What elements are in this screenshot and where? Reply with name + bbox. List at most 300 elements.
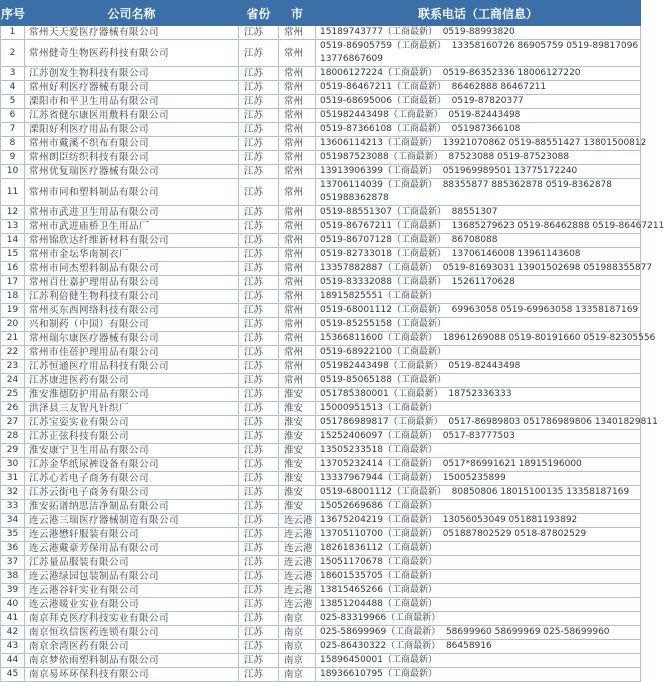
phone-line: 0519-86467211（工商最新） 86462888 86467211 xyxy=(320,82,547,92)
city-cell: 南京 xyxy=(279,626,316,640)
phone-cell xyxy=(316,137,647,151)
row-number-cell: 43 xyxy=(1,640,25,654)
company-name-cell: 连云港三瑞医疗器械制造有限公司 xyxy=(25,514,239,528)
company-name-cell: 常州瑞尔康医疗器械有限公司 xyxy=(25,332,239,346)
phone-cell xyxy=(316,95,641,109)
city-cell: 常州 xyxy=(279,151,316,165)
phone-cell xyxy=(316,276,641,290)
table-row xyxy=(1,514,641,528)
table-row xyxy=(1,444,641,458)
phone-cell xyxy=(316,570,641,584)
province-cell: 江苏 xyxy=(239,626,279,640)
phone-cell xyxy=(316,290,641,304)
phone-line: 13851204488（工商最新） xyxy=(320,599,437,609)
phone-cell xyxy=(316,67,641,81)
table-row xyxy=(1,668,641,682)
city-cell: 淮安 xyxy=(279,486,316,500)
table-row xyxy=(1,248,641,262)
phone-line: 0519-86905759（工商最新） 13358160726 86905759 0519-89817096 xyxy=(320,41,639,51)
company-name-cell: 江苏量品服装有限公司 xyxy=(25,556,239,570)
phone-cell xyxy=(316,402,641,416)
province-cell: 江苏 xyxy=(239,220,279,234)
company-name-cell: 淮安康宁卫生用品有限公司 xyxy=(25,444,239,458)
company-name-cell: 常州优复瑞医疗器械有限公司 xyxy=(25,165,239,179)
table-row xyxy=(1,472,641,486)
row-number-cell: 13 xyxy=(1,220,25,234)
city-cell: 连云港 xyxy=(279,570,316,584)
row-number-cell: 37 xyxy=(1,556,25,570)
city-cell: 连云港 xyxy=(279,542,316,556)
table-row xyxy=(1,612,641,626)
province-cell: 江苏 xyxy=(239,500,279,514)
city-cell: 常州 xyxy=(279,262,316,276)
row-number-cell: 11 xyxy=(1,179,25,206)
row-number-cell: 16 xyxy=(1,262,25,276)
city-cell: 淮安 xyxy=(279,430,316,444)
table-row xyxy=(1,584,641,598)
row-number-cell: 10 xyxy=(1,165,25,179)
phone-cell xyxy=(316,332,656,346)
phone-cell xyxy=(316,472,641,486)
phone-line: 051785380001（工商最新） 18752336333 xyxy=(320,389,512,399)
phone-cell xyxy=(316,500,641,514)
phone-cell xyxy=(316,26,641,40)
phone-cell xyxy=(316,304,641,318)
phone-line: 15896450001（工商最新） xyxy=(320,655,437,665)
table-row xyxy=(1,528,641,542)
city-cell: 淮安 xyxy=(279,444,316,458)
table-row xyxy=(1,151,641,165)
phone-cell xyxy=(316,318,641,332)
city-cell: 连云港 xyxy=(279,598,316,612)
table-row xyxy=(1,179,641,206)
row-number-cell: 22 xyxy=(1,346,25,360)
phone-cell xyxy=(316,458,641,472)
province-cell: 江苏 xyxy=(239,570,279,584)
city-cell: 连云港 xyxy=(279,584,316,598)
province-cell: 江苏 xyxy=(239,374,279,388)
row-number-cell: 36 xyxy=(1,542,25,556)
province-cell: 江苏 xyxy=(239,40,279,67)
city-cell: 常州 xyxy=(279,95,316,109)
row-number-cell: 26 xyxy=(1,402,25,416)
city-cell: 常州 xyxy=(279,26,316,40)
province-cell: 江苏 xyxy=(239,137,279,151)
table-row xyxy=(1,388,641,402)
row-number-cell: 34 xyxy=(1,514,25,528)
phone-cell xyxy=(316,640,641,654)
row-number-cell: 23 xyxy=(1,360,25,374)
province-cell: 江苏 xyxy=(239,276,279,290)
city-cell: 南京 xyxy=(279,654,316,668)
province-cell: 江苏 xyxy=(239,290,279,304)
table-row xyxy=(1,290,641,304)
table-row xyxy=(1,206,641,220)
phone-line: 13505233518（工商最新） xyxy=(320,445,437,455)
company-name-cell: 淮安拓谱纳思洁净制品有限公司 xyxy=(25,500,239,514)
company-name-cell: 淮安淮德防护用品有限公司 xyxy=(25,388,239,402)
row-number-cell: 19 xyxy=(1,304,25,318)
phone-cell xyxy=(316,248,641,262)
phone-line: 0519-68001112（工商最新） 69963058 0519-69963058 13358187169 xyxy=(320,305,639,315)
company-name-cell: 洪泽县三友智凡针织厂 xyxy=(25,402,239,416)
city-cell: 淮安 xyxy=(279,458,316,472)
column-header-city: 市 xyxy=(279,1,316,26)
table-row xyxy=(1,109,641,123)
city-cell: 常州 xyxy=(279,81,316,95)
phone-line: 051988362878 xyxy=(320,193,389,203)
company-name-cell: 常州市同和塑料制品有限公司 xyxy=(25,179,239,206)
province-cell: 江苏 xyxy=(239,151,279,165)
province-cell: 江苏 xyxy=(239,123,279,137)
row-number-cell: 33 xyxy=(1,500,25,514)
table-row xyxy=(1,486,641,500)
province-cell: 江苏 xyxy=(239,262,279,276)
city-cell: 淮安 xyxy=(279,402,316,416)
city-cell: 南京 xyxy=(279,640,316,654)
province-cell: 江苏 xyxy=(239,402,279,416)
company-name-cell: 江苏云街电子商务有限公司 xyxy=(25,486,239,500)
row-number-cell: 29 xyxy=(1,444,25,458)
city-cell: 常州 xyxy=(279,290,316,304)
province-cell: 江苏 xyxy=(239,346,279,360)
province-cell: 江苏 xyxy=(239,179,279,206)
company-name-cell: 常州市金坛华南制衣厂 xyxy=(25,248,239,262)
phone-cell xyxy=(316,416,658,430)
phone-line: 0519-85065188（工商最新） xyxy=(320,375,446,385)
phone-cell xyxy=(316,444,641,458)
province-cell: 江苏 xyxy=(239,304,279,318)
phone-cell xyxy=(316,220,664,234)
table-row xyxy=(1,220,641,234)
city-cell: 常州 xyxy=(279,276,316,290)
phone-line: 051982443498（工商最新） 0519-82443498 xyxy=(320,110,521,120)
company-name-cell: 溧阳好利医疗用品有限公司 xyxy=(25,123,239,137)
row-number-cell: 14 xyxy=(1,234,25,248)
table-row xyxy=(1,304,641,318)
row-number-cell: 7 xyxy=(1,123,25,137)
table-row xyxy=(1,640,641,654)
province-cell: 江苏 xyxy=(239,584,279,598)
company-name-cell: 常州健奇生物医药科技有限公司 xyxy=(25,40,239,67)
row-number-cell: 28 xyxy=(1,430,25,444)
phone-cell xyxy=(316,165,641,179)
table-row xyxy=(1,81,641,95)
phone-line: 0519-82733018（工商最新） 13706146008 13961143608 xyxy=(320,249,581,259)
table-row xyxy=(1,67,641,81)
phone-cell xyxy=(316,430,641,444)
city-cell: 常州 xyxy=(279,346,316,360)
company-name-cell: 常州市戴溪不织布有限公司 xyxy=(25,137,239,151)
province-cell: 江苏 xyxy=(239,206,279,220)
city-cell: 常州 xyxy=(279,179,316,206)
phone-line: 15051170678（工商最新） xyxy=(320,557,437,567)
phone-line: 18006127224（工商最新） 0519-86352336 18006127220 xyxy=(320,68,581,78)
province-cell: 江苏 xyxy=(239,95,279,109)
company-name-cell: 常州市同杰塑料制品有限公司 xyxy=(25,262,239,276)
table-row xyxy=(1,430,641,444)
company-name-cell: 江苏宝姿实业有限公司 xyxy=(25,416,239,430)
row-number-cell: 6 xyxy=(1,109,25,123)
row-number-cell: 32 xyxy=(1,486,25,500)
table-row xyxy=(1,234,641,248)
row-number-cell: 24 xyxy=(1,374,25,388)
table-row xyxy=(1,416,641,430)
province-cell: 江苏 xyxy=(239,430,279,444)
row-number-cell: 41 xyxy=(1,612,25,626)
phone-cell xyxy=(316,179,641,206)
phone-line: 13606114213（工商最新） 13921070862 0519-88551427 13801500812 xyxy=(320,138,647,148)
company-name-cell: 常州市佳蓓护理用品有限公司 xyxy=(25,346,239,360)
province-cell: 江苏 xyxy=(239,318,279,332)
company-name-cell: 常州天天爱医疗器械有限公司 xyxy=(25,26,239,40)
table-row xyxy=(1,165,641,179)
phone-cell xyxy=(316,528,641,542)
province-cell: 江苏 xyxy=(239,654,279,668)
phone-line: 18261836112（工商最新） xyxy=(320,543,437,553)
company-name-cell: 南京拜克医疗科技实业有限公司 xyxy=(25,612,239,626)
company-name-cell: 江苏心若电子商务有限公司 xyxy=(25,472,239,486)
company-name-cell: 常州市武进庙桥卫生用品厂 xyxy=(25,220,239,234)
province-cell: 江苏 xyxy=(239,360,279,374)
row-number-cell: 12 xyxy=(1,206,25,220)
phone-line: 13337967944（工商最新） 15005235899 xyxy=(320,473,506,483)
phone-line: 15000951513（工商最新） xyxy=(320,403,437,413)
company-name-cell: 连云港戴豪芳保用品有限公司 xyxy=(25,542,239,556)
city-cell: 常州 xyxy=(279,109,316,123)
company-name-cell: 常州好利医疗器械有限公司 xyxy=(25,81,239,95)
table-row xyxy=(1,346,641,360)
phone-line: 025-58699969（工商最新） 58699960 58699969 025-58699960 xyxy=(320,627,610,637)
table-row xyxy=(1,40,641,67)
phone-line: 13706114039（工商最新） 88355877 885362878 0519-8362878 xyxy=(320,180,613,190)
row-number-cell: 42 xyxy=(1,626,25,640)
row-number-cell: 35 xyxy=(1,528,25,542)
city-cell: 常州 xyxy=(279,67,316,81)
phone-line: 0519-88551307（工商最新） 88551307 xyxy=(320,207,498,217)
phone-line: 13776867609 xyxy=(320,54,383,64)
phone-line: 15052669686（工商最新） xyxy=(320,501,437,511)
row-number-cell: 4 xyxy=(1,81,25,95)
company-name-cell: 溧阳市和平卫生用品有限公司 xyxy=(25,95,239,109)
phone-cell xyxy=(316,262,653,276)
company-name-cell: 江苏恒通医疗用品科技有限公司 xyxy=(25,360,239,374)
province-cell: 江苏 xyxy=(239,458,279,472)
phone-line: 13913906399（工商最新） 051969989501 13775172240 xyxy=(320,166,578,176)
company-name-cell: 常州百仕嘉护理用品有限公司 xyxy=(25,276,239,290)
company-name-cell: 常州买东西网络科技有限公司 xyxy=(25,304,239,318)
province-cell: 江苏 xyxy=(239,514,279,528)
row-number-cell: 18 xyxy=(1,290,25,304)
phone-line: 15366811600（工商最新） 18961269088 0519-80191660 0519-82305556 xyxy=(320,333,656,343)
phone-line: 0519-83332088（工商最新） 15261170628 xyxy=(320,277,515,287)
city-cell: 常州 xyxy=(279,248,316,262)
city-cell: 连云港 xyxy=(279,556,316,570)
phone-cell xyxy=(316,514,641,528)
city-cell: 常州 xyxy=(279,332,316,346)
company-name-cell: 江苏金华纸尿裤设备有限公司 xyxy=(25,458,239,472)
phone-line: 13675204219（工商最新） 13056053049 051881193892 xyxy=(320,515,578,525)
company-name-cell: 常州朗臣纺织科技有限公司 xyxy=(25,151,239,165)
city-cell: 淮安 xyxy=(279,416,316,430)
row-number-cell: 8 xyxy=(1,137,25,151)
table-row xyxy=(1,402,641,416)
city-cell: 常州 xyxy=(279,374,316,388)
phone-line: 0519-68695006（工商最新） 0519-87820377 xyxy=(320,96,524,106)
company-name-cell: 江苏利倍健生物科技有限公司 xyxy=(25,290,239,304)
table-row xyxy=(1,626,641,640)
column-header-no: 序号 xyxy=(1,1,25,26)
phone-line: 15252406097（工商最新） 0517-83777503 xyxy=(320,431,515,441)
row-number-cell: 21 xyxy=(1,332,25,346)
row-number-cell: 39 xyxy=(1,584,25,598)
province-cell: 江苏 xyxy=(239,528,279,542)
phone-cell xyxy=(316,374,641,388)
city-cell: 常州 xyxy=(279,40,316,67)
company-name-cell: 连云港暖业实业有限公司 xyxy=(25,598,239,612)
phone-cell xyxy=(316,556,641,570)
city-cell: 南京 xyxy=(279,612,316,626)
province-cell: 江苏 xyxy=(239,165,279,179)
phone-cell xyxy=(316,584,641,598)
province-cell: 江苏 xyxy=(239,640,279,654)
column-header-company-name: 公司名称 xyxy=(25,1,239,26)
table-row xyxy=(1,318,641,332)
phone-line: 13705232414（工商最新） 0517*86991621 18915196000 xyxy=(320,459,582,469)
city-cell: 常州 xyxy=(279,137,316,151)
company-name-cell: 连云港谷轩实业有限公司 xyxy=(25,584,239,598)
phone-line: 0519-68001112（工商最新） 80850806 18015100135 13358187169 xyxy=(320,487,630,497)
phone-line: 051987523088（工商最新） 87523088 0519-87523088 xyxy=(320,152,570,162)
company-name-cell: 兴和制药（中国）有限公司 xyxy=(25,318,239,332)
phone-cell xyxy=(316,360,641,374)
table-row xyxy=(1,332,641,346)
table-row xyxy=(1,137,641,151)
province-cell: 江苏 xyxy=(239,109,279,123)
phone-line: 13705110700（工商最新） 051887802529 0518-87802529 xyxy=(320,529,587,539)
row-number-cell: 38 xyxy=(1,570,25,584)
table-row xyxy=(1,542,641,556)
province-cell: 江苏 xyxy=(239,556,279,570)
city-cell: 常州 xyxy=(279,123,316,137)
city-cell: 常州 xyxy=(279,318,316,332)
province-cell: 江苏 xyxy=(239,81,279,95)
city-cell: 常州 xyxy=(279,220,316,234)
header-row xyxy=(1,1,641,26)
city-cell: 常州 xyxy=(279,206,316,220)
phone-cell xyxy=(316,123,641,137)
phone-line: 18936610795（工商最新） xyxy=(320,669,437,679)
phone-cell xyxy=(316,542,641,556)
company-name-cell: 常州市武进卫生用品有限公司 xyxy=(25,206,239,220)
row-number-cell: 2 xyxy=(1,40,25,67)
province-cell: 江苏 xyxy=(239,598,279,612)
row-number-cell: 44 xyxy=(1,654,25,668)
phone-line: 0519-86767211（工商最新） 13685279623 0519-86462888 0519-86467211 xyxy=(320,221,664,231)
row-number-cell: 40 xyxy=(1,598,25,612)
phone-line: 13357882887（工商最新） 0519-81693031 13901502698 051988355877 xyxy=(320,263,653,273)
row-number-cell: 5 xyxy=(1,95,25,109)
company-name-cell: 江苏省健尔康医用敷料有限公司 xyxy=(25,109,239,123)
phone-cell xyxy=(316,151,641,165)
phone-cell xyxy=(316,40,641,67)
table-body xyxy=(1,26,664,682)
row-number-cell: 20 xyxy=(1,318,25,332)
table-row xyxy=(1,458,641,472)
company-name-cell: 连云港懋轩服装有限公司 xyxy=(25,528,239,542)
province-cell: 江苏 xyxy=(239,472,279,486)
province-cell: 江苏 xyxy=(239,444,279,458)
phone-line: 18601535705（工商最新） xyxy=(320,571,437,581)
phone-line: 025-83319966（工商最新） xyxy=(320,613,441,623)
table-row xyxy=(1,570,641,584)
company-name-cell: 南京恒玖信医药连锁有限公司 xyxy=(25,626,239,640)
company-name-cell: 江苏正弦科技有限公司 xyxy=(25,430,239,444)
company-name-cell: 常州锦欣达纤维新材料有限公司 xyxy=(25,234,239,248)
row-number-cell: 25 xyxy=(1,388,25,402)
phone-line: 0519-86707128（工商最新） 86708088 xyxy=(320,235,498,245)
phone-cell xyxy=(316,346,641,360)
phone-cell xyxy=(316,81,641,95)
phone-line: 051982443498（工商最新） 0519-82443498 xyxy=(320,361,521,371)
phone-cell xyxy=(316,626,641,640)
phone-line: 13815465266（工商最新） xyxy=(320,585,437,595)
row-number-cell: 45 xyxy=(1,668,25,682)
table-row xyxy=(1,262,641,276)
phone-line: 0519-68922100（工商最新） xyxy=(320,347,446,357)
table-row xyxy=(1,598,641,612)
row-number-cell: 9 xyxy=(1,151,25,165)
province-cell: 江苏 xyxy=(239,26,279,40)
row-number-cell: 31 xyxy=(1,472,25,486)
row-number-cell: 30 xyxy=(1,458,25,472)
province-cell: 江苏 xyxy=(239,234,279,248)
table-row xyxy=(1,654,641,668)
city-cell: 南京 xyxy=(279,668,316,682)
table-row xyxy=(1,276,641,290)
province-cell: 江苏 xyxy=(239,486,279,500)
phone-line: 051786989817（工商最新） 0517-86989803 051786989806 13401829811 xyxy=(320,417,658,427)
city-cell: 淮安 xyxy=(279,472,316,486)
company-name-cell: 南京易环环保科技有限公司 xyxy=(25,668,239,682)
row-number-cell: 1 xyxy=(1,26,25,40)
phone-cell xyxy=(316,654,641,668)
phone-line: 0519-85255158（工商最新） xyxy=(320,319,446,329)
province-cell: 江苏 xyxy=(239,248,279,262)
table-row xyxy=(1,360,641,374)
phone-line: 025-86430322（工商最新） 86458916 xyxy=(320,641,492,651)
province-cell: 江苏 xyxy=(239,416,279,430)
city-cell: 常州 xyxy=(279,304,316,318)
row-number-cell: 15 xyxy=(1,248,25,262)
province-cell: 江苏 xyxy=(239,668,279,682)
phone-cell xyxy=(316,234,641,248)
row-number-cell: 3 xyxy=(1,67,25,81)
company-name-cell: 南京余湾医药有限公司 xyxy=(25,640,239,654)
city-cell: 常州 xyxy=(279,360,316,374)
city-cell: 连云港 xyxy=(279,514,316,528)
phone-cell xyxy=(316,388,641,402)
company-name-cell: 南京梦依雨塑料制品有限公司 xyxy=(25,654,239,668)
table-row xyxy=(1,123,641,137)
province-cell: 江苏 xyxy=(239,542,279,556)
phone-cell xyxy=(316,612,641,626)
city-cell: 淮安 xyxy=(279,500,316,514)
company-name-cell: 连云港绿园包装制品有限公司 xyxy=(25,570,239,584)
phone-line: 0519-87366108（工商最新） 051987366108 xyxy=(320,124,521,134)
company-name-cell: 江苏康进医药有限公司 xyxy=(25,374,239,388)
city-cell: 常州 xyxy=(279,234,316,248)
